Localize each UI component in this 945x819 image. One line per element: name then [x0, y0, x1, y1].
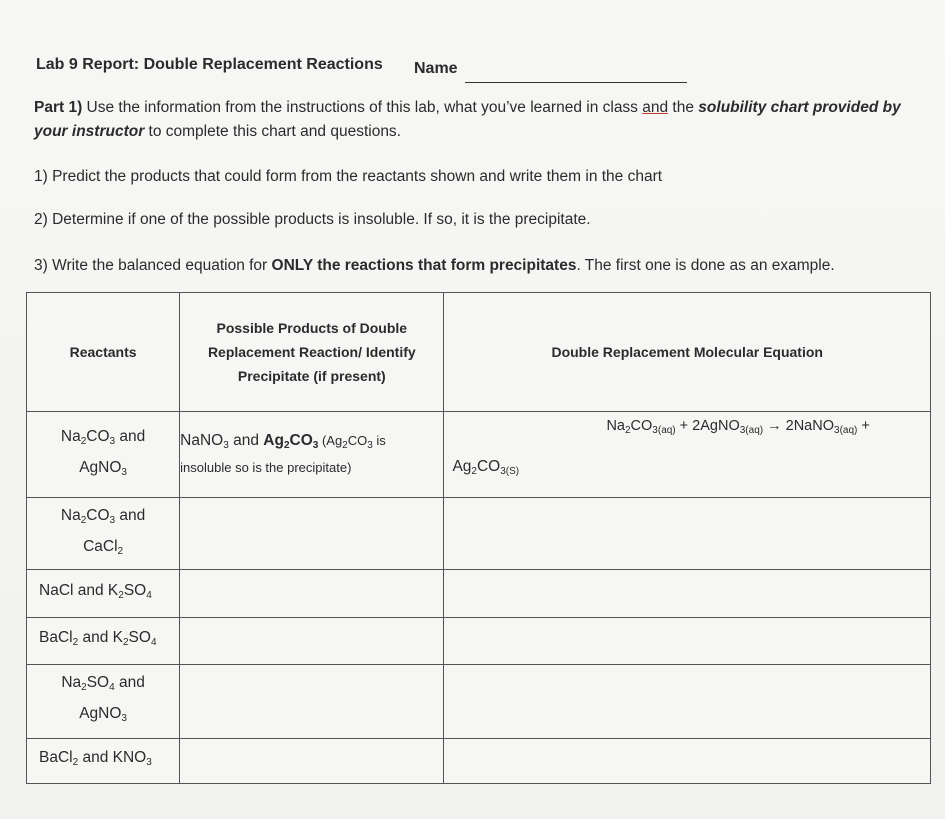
part-label: Part 1) — [34, 99, 83, 116]
table-row — [27, 570, 931, 617]
products-cell[interactable] — [180, 412, 444, 498]
products-chart-table — [26, 292, 931, 784]
reactant-cell: BaCl$_2$ and $KNO_3$ — [27, 738, 180, 783]
equation-cell[interactable] — [444, 738, 931, 783]
page-title: Lab 9 Report: Double Replacement Reactions — [36, 56, 383, 73]
reactant-cell: NaCl and $K_2SO_4$ — [27, 570, 180, 617]
table-header-row — [27, 293, 931, 412]
products-cell[interactable] — [180, 738, 444, 783]
table-row — [27, 498, 931, 570]
equation-cell[interactable] — [444, 664, 931, 738]
products-cell[interactable] — [180, 570, 444, 617]
equation-cell[interactable] — [444, 412, 931, 498]
solubility-chart-ref: solubility chart provided by your instructor — [34, 99, 901, 140]
example-products: NaNO$_3$ and $Ag_2CO_3$ ($Ag_2CO_3$ is — [180, 432, 386, 452]
step-3-bold: ONLY the reactions that form precipitates — [271, 257, 577, 274]
table-row — [27, 412, 931, 498]
name-blank-line — [465, 82, 687, 83]
example-note: insoluble so is the precipitate) — [180, 460, 352, 476]
equation-cell[interactable] — [444, 617, 931, 664]
step-3 — [34, 257, 835, 275]
header-reactants: Reactants — [27, 293, 180, 412]
products-cell[interactable] — [180, 664, 444, 738]
step-1: 1) Predict the products that could form from the reactants shown and write them in the chart — [34, 168, 663, 185]
step-3-prefix: 3) Write the balanced equation for — [34, 257, 272, 274]
part-1-instructions — [34, 96, 904, 144]
table-row — [27, 738, 931, 783]
equation-cell[interactable] — [444, 570, 931, 617]
equation-cell[interactable] — [444, 498, 931, 570]
products-cell[interactable] — [180, 498, 444, 570]
intro-text-2: the — [668, 99, 699, 116]
and-word: and — [642, 99, 669, 116]
reactant-cell: $Na_2SO_4$ and AgNO$_3$ — [27, 664, 180, 738]
header-possible-products: Possible Products of Double Replacement Reaction/ Identify Precipitate (if present) — [180, 293, 444, 412]
step-3-suffix: . The first one is done as an example. — [576, 257, 835, 274]
reactant-cell: BaCl$_2$ and $K_2SO_4$ — [27, 617, 180, 664]
reactant-cell: $Na_2CO_3$ and CaCl$_2$ — [27, 498, 180, 570]
header-equation: Double Replacement Molecular Equation — [444, 293, 931, 412]
reactant-cell: $Na_2CO_3$ and AgNO$_3$ — [27, 412, 180, 498]
table-row — [27, 664, 931, 738]
name-label: Name — [414, 60, 458, 77]
step-2: 2) Determine if one of the possible products is insoluble. If so, it is the precipitate. — [34, 211, 591, 228]
table-row — [27, 617, 931, 664]
intro-text: Use the information from the instructions of this lab, what you’ve learned in class — [82, 99, 643, 116]
example-precipitate: $Ag_2CO_{3(S)}$ — [452, 458, 520, 478]
products-cell[interactable] — [180, 617, 444, 664]
example-equation: $Na_2CO_{3(aq)}$ + 2AgNO$_{3(aq)}$ → 2NaNO$_{3(aq)}$ + — [606, 418, 870, 437]
intro-text-3: to complete this chart and questions. — [144, 123, 401, 140]
